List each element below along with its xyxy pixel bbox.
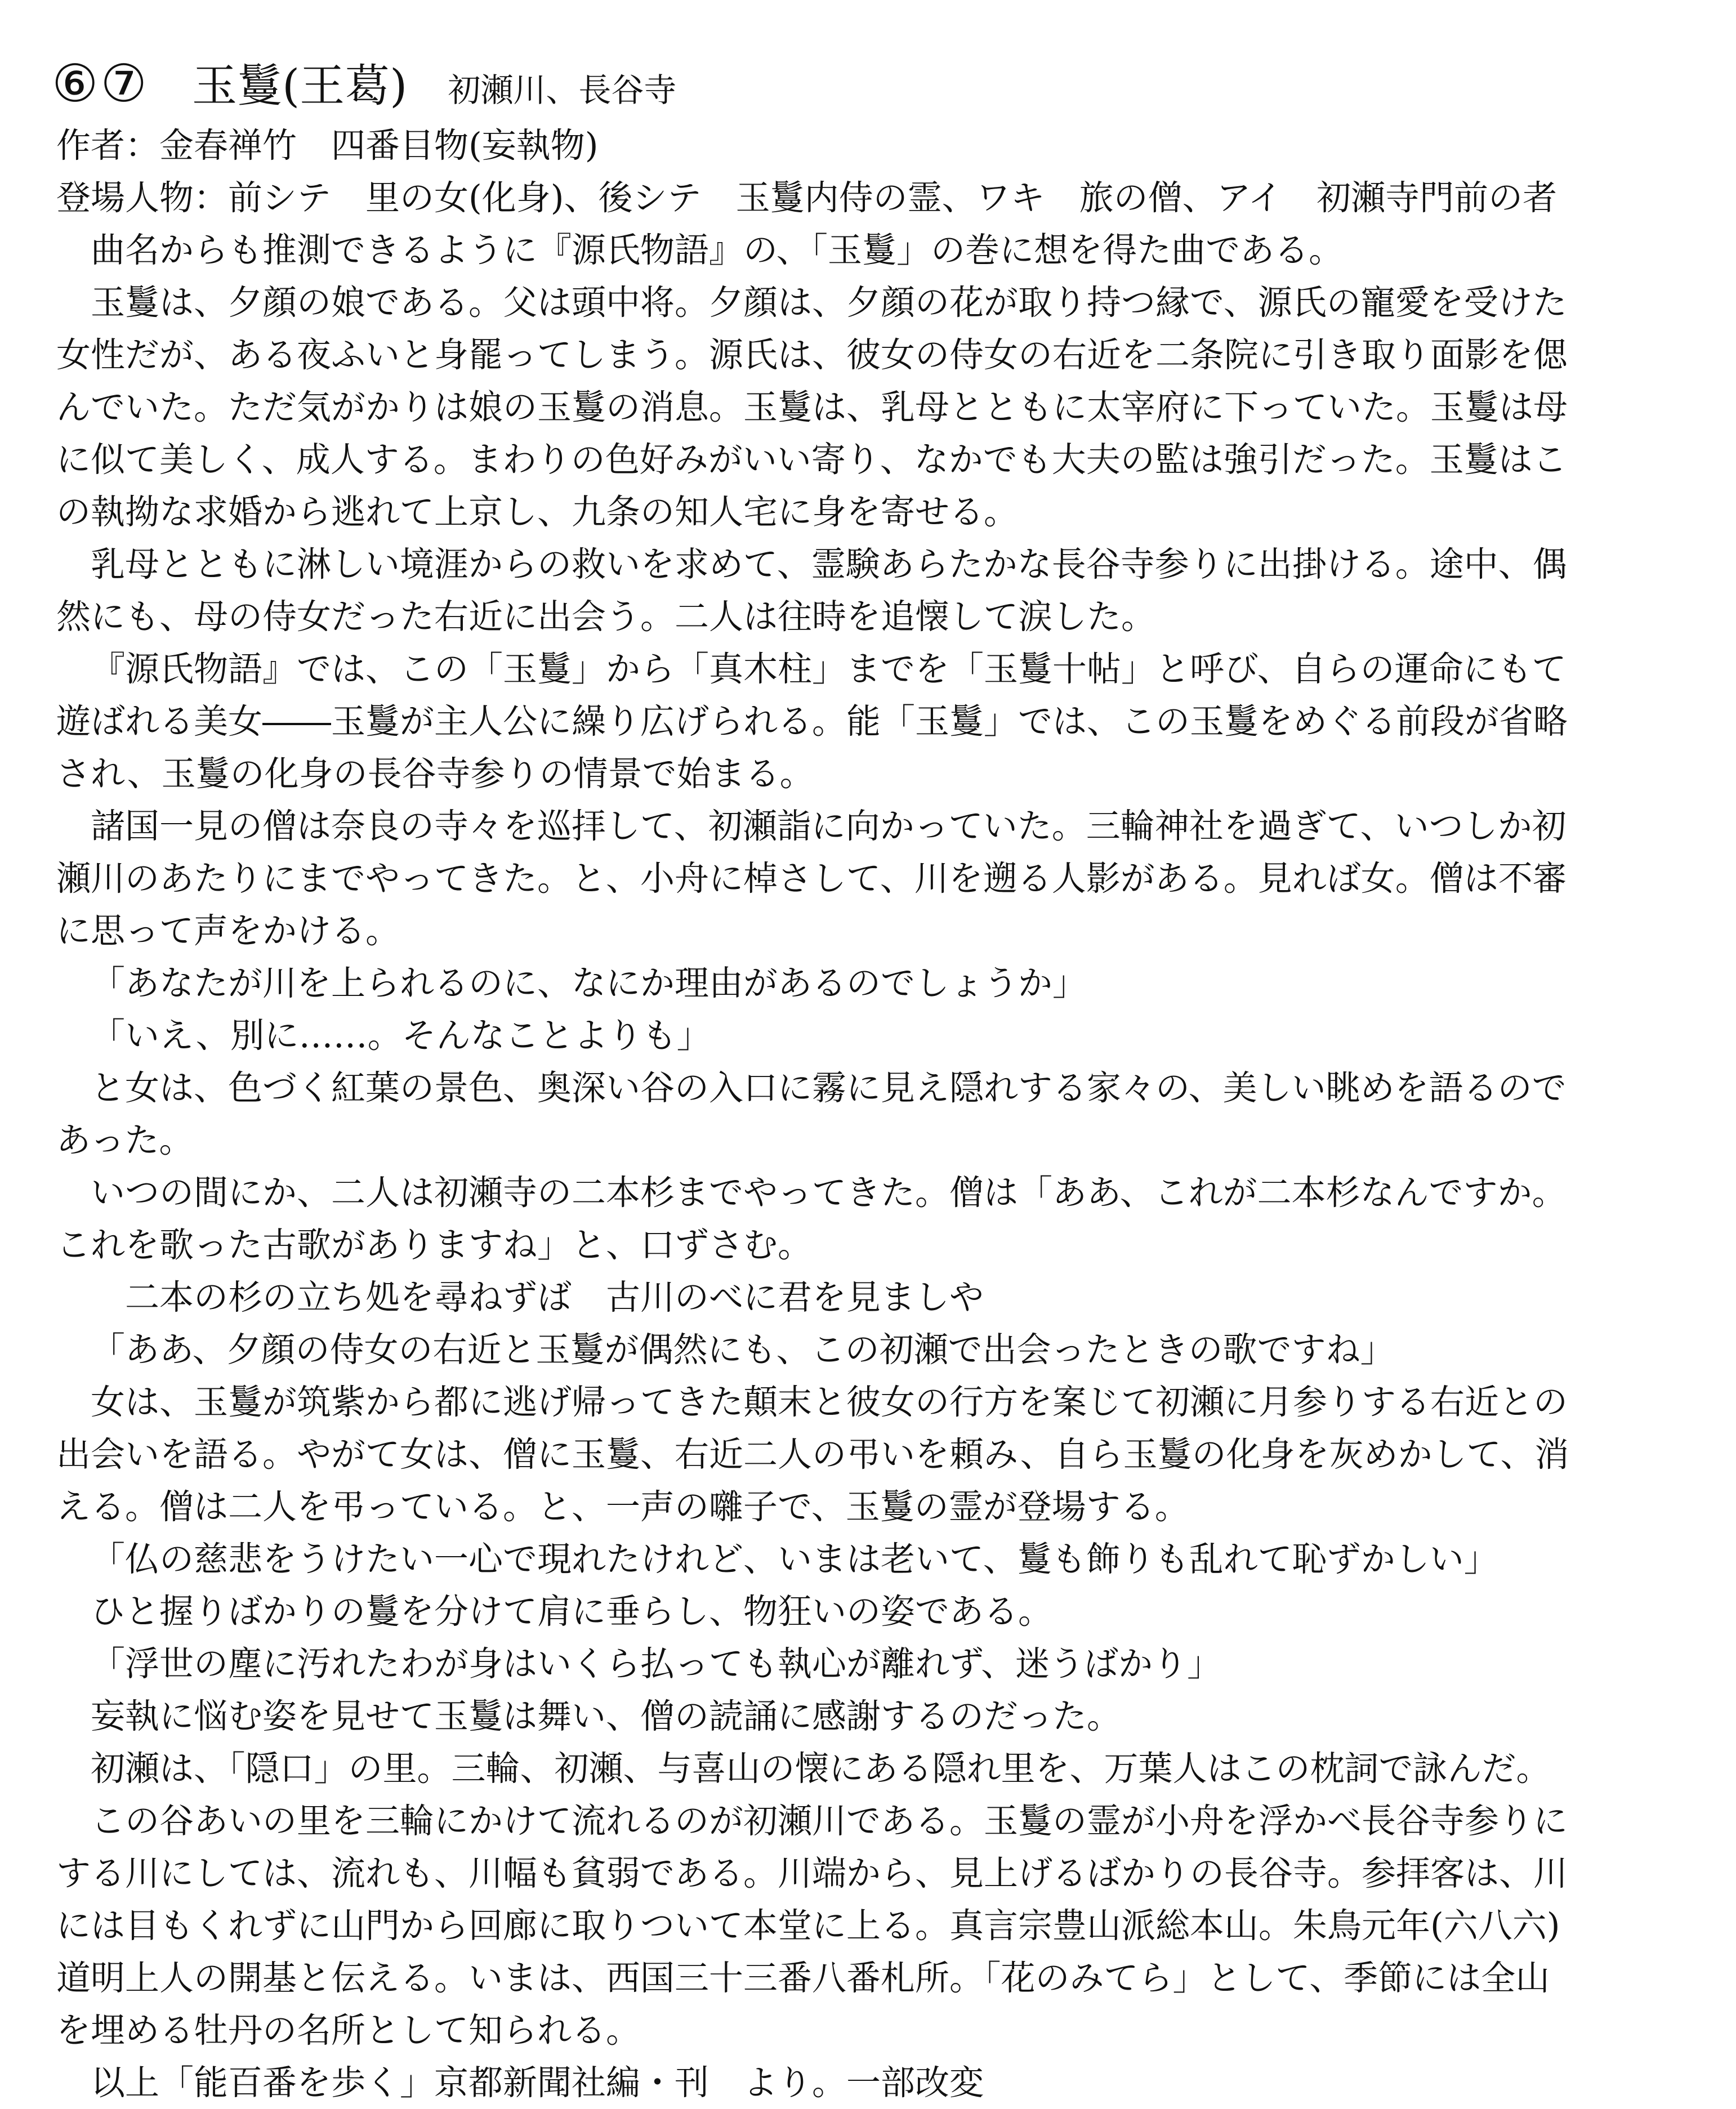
- text-line: 「あなたが川を上られるのに、なにか理由があるのでしょうか」: [91, 963, 1087, 1003]
- text-line: 二本の杉の立ち処を尋ねずば 古川のべに君を見ましや: [125, 1277, 984, 1317]
- text-line: 妄執に悩む姿を見せて玉鬘は舞い、僧の読誦に感謝するのだった。: [91, 1696, 1122, 1736]
- text-line: と女は、色づく紅葉の景色、奥深い谷の入口に霧に見え隠れする家々の、美しい眺めを語るので: [91, 1068, 1567, 1108]
- text-line: され、玉鬘の化身の長谷寺参りの情景で始まる。: [56, 754, 814, 794]
- text-line: 乳母とともに淋しい境涯からの救いを求めて、霊験あらたかな長谷寺参りに出掛ける。途中、偶: [91, 544, 1567, 584]
- text-line: んでいた。ただ気がかりは娘の玉鬘の消息。玉鬘は、乳母とともに太宰府に下っていた。玉鬘は母: [56, 387, 1568, 427]
- text-line: 「浮世の塵に汚れたわが身はいくら払っても執心が離れず、迷うばかり」: [91, 1644, 1222, 1684]
- text-line: の執拗な求婚から逃れて上京し、九条の知人宅に身を寄せる。: [56, 492, 1019, 532]
- text-line: 登場人物：前シテ 里の女(化身)、後シテ 玉鬘内侍の霊、ワキ 旅の僧、アイ 初瀬寺門前の者: [56, 178, 1558, 218]
- circled-numbers: ⑥⑦: [52, 53, 149, 114]
- text-line: 曲名からも推測できるように『源氏物語』の、「玉鬘」の巻に想を得た曲である。: [91, 230, 1344, 270]
- text-line: 作者：金春禅竹 四番目物(妄執物): [56, 126, 599, 166]
- text-line: 諸国一見の僧は奈良の寺々を巡拝して、初瀬詣に向かっていた。三輪神社を過ぎて、いつしか初: [91, 806, 1567, 846]
- text-line: には目もくれずに山門から回廊に取りついて本堂に上る。真言宗豊山派総本山。朱鳥元年(六八六): [56, 1906, 1560, 1946]
- text-line: 道明上人の開基と伝える。いまは、西国三十三番八番札所。「花のみてら」として、季節には全山: [56, 1958, 1550, 1998]
- text-line: いつの間にか、二人は初瀬寺の二本杉までやってきた。僧は「ああ、これが二本杉なんですか。: [91, 1173, 1567, 1213]
- play-title: 玉鬘(王葛): [191, 60, 408, 112]
- body-text: [56, 119, 1689, 2109]
- text-line: 『源氏物語』では、この「玉鬘」から「真木柱」までを「玉鬘十帖」と呼び、自らの運命にもて: [91, 649, 1567, 689]
- text-line: 女性だが、ある夜ふいと身罷ってしまう。源氏は、彼女の侍女の右近を二条院に引き取り面影を偲: [56, 335, 1568, 375]
- text-line: える。僧は二人を弔っている。と、一声の囃子で、玉鬘の霊が登場する。: [56, 1487, 1189, 1527]
- text-line: この谷あいの里を三輪にかけて流れるのが初瀬川である。玉鬘の霊が小舟を浮かべ長谷寺参りに: [91, 1801, 1568, 1841]
- text-line: 「いえ、別に……。そんなことよりも」: [91, 1016, 711, 1056]
- text-line: 玉鬘は、夕顔の娘である。父は頭中将。夕顔は、夕顔の花が取り持つ縁で、源氏の寵愛を受けた: [91, 283, 1567, 323]
- play-locations: 初瀬川、長谷寺: [448, 71, 677, 109]
- text-line: 然にも、母の侍女だった右近に出会う。二人は往時を追懐して涙した。: [56, 597, 1156, 637]
- text-line: 「ああ、夕顔の侍女の右近と玉鬘が偶然にも、この初瀬で出会ったときの歌ですね」: [91, 1330, 1395, 1370]
- text-line: これを歌った古歌がありますね」と、口ずさむ。: [56, 1225, 813, 1265]
- text-line: 女は、玉鬘が筑紫から都に逃げ帰ってきた顛末と彼女の行方を案じて初瀬に月参りする右近との: [91, 1382, 1568, 1422]
- text-line: 遊ばれる美女――玉鬘が主人公に繰り広げられる。能「玉鬘」では、この玉鬘をめぐる前段が省略: [56, 701, 1568, 741]
- text-line: 「仏の慈悲をうけたい一心で現れたけれど、いまは老いて、鬘も飾りも乱れて恥ずかしい」: [91, 1539, 1498, 1579]
- text-line: を埋める牡丹の名所として知られる。: [56, 2010, 641, 2050]
- text-line: に似て美しく、成人する。まわりの色好みがいい寄り、なかでも大夫の監は強引だった。玉鬘はこ: [56, 440, 1567, 480]
- text-line: 出会いを語る。やがて女は、僧に玉鬘、右近二人の弔いを頼み、自ら玉鬘の化身を灰めかして、消: [56, 1435, 1569, 1474]
- text-line: 瀬川のあたりにまでやってきた。と、小舟に棹さして、川を遡る人影がある。見れば女。僧は不審: [56, 859, 1567, 899]
- text-line: ひと握りばかりの鬘を分けて肩に垂らし、物狂いの姿である。: [91, 1592, 1053, 1632]
- text-line: する川にしては、流れも、川幅も貧弱である。川端から、見上げるばかりの長谷寺。参拝客は、川: [56, 1853, 1568, 1893]
- text-line: 以上「能百番を歩く」京都新聞社編・刊 より。一部改変: [91, 2063, 984, 2103]
- text-line: あった。: [56, 1120, 194, 1160]
- text-line: 初瀬は、「隠口」の里。三輪、初瀬、与喜山の懐にある隠れ里を、万葉人はこの枕詞で詠んだ。: [91, 1749, 1551, 1789]
- text-line: に思って声をかける。: [56, 911, 400, 951]
- document-heading: [52, 50, 676, 117]
